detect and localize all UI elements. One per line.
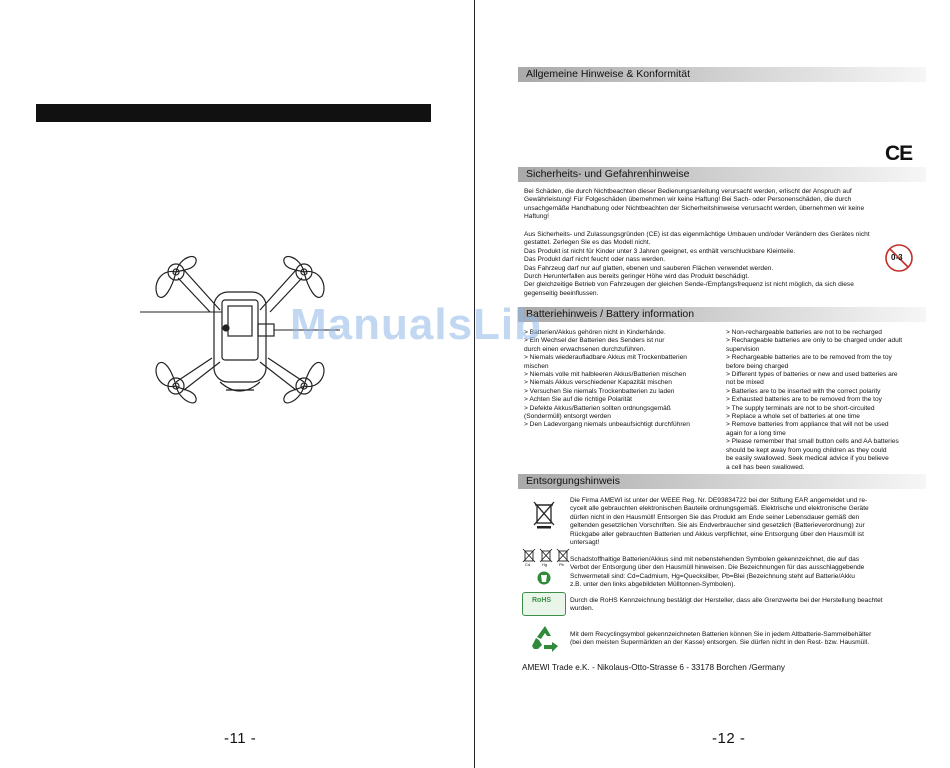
metal-label-cd: Cd xyxy=(525,562,531,567)
list-item: > Achten Sie auf die richtige Polarität xyxy=(524,396,632,404)
battery-list-english xyxy=(726,329,936,472)
text-line: Verbot der Entsorgung über den Hausmüll hinweisen. Die Bezeichnungen für das ausschlaggebende xyxy=(570,564,865,572)
text-line: Das Produkt darf nicht feucht oder nass werden. xyxy=(524,256,666,264)
recycling-text xyxy=(570,631,930,648)
safety-paragraph-1 xyxy=(524,188,934,222)
age-warning-icon xyxy=(884,243,914,273)
rohs-label: RoHS xyxy=(532,597,552,604)
page-number-right: -12 - xyxy=(712,730,746,747)
crossed-bin-icon xyxy=(532,499,556,529)
list-item: > Remove batteries from appliance that will not be used xyxy=(726,421,889,429)
text-line: Bei Schäden, die durch Nichtbeachten dieser Bedienungsanleitung verursacht werden, erlischt der Anspruch auf xyxy=(524,188,852,195)
list-item: > Different types of batteries or new and used batteries are xyxy=(726,371,898,379)
text-line: geltenden gesetzlichen Vorschriften. Sie als Endverbraucher sind gesetzlich (Batterieverordnung) zur xyxy=(570,522,865,530)
list-item: > Niemals wiederaufladbare Akkus mit Trockenbatterien xyxy=(524,354,687,362)
list-item: > Rechargeable batteries are only to be charged under adult xyxy=(726,337,903,345)
list-item: > Exhausted batteries are to be removed from the toy xyxy=(726,396,882,404)
text-line: Die Firma AMEWI ist unter der WEEE Reg. Nr. DE93834722 bei der Stiftung EAR angemeldet und re- xyxy=(570,497,868,504)
battery-list-german xyxy=(524,329,724,430)
text-line: gestattet. Zerlegen Sie es das Modell nicht. xyxy=(524,239,651,247)
footer-address: AMEWI Trade e.K. - Nikolaus-Otto-Strasse 6 - 33178 Borchen /Germany xyxy=(522,663,786,672)
age-warning-label: 0-3 xyxy=(891,253,903,262)
heavy-metal-text xyxy=(570,556,930,590)
text-line: Haftung! xyxy=(524,213,549,221)
text-line: Der gleichzeitige Betrieb von Fahrzeugen der gleichen Sende-/Empfangsfrequenz ist nicht möglich, da sich diese xyxy=(524,281,854,289)
metal-label-pb: Pb xyxy=(559,562,564,567)
list-item: mischen xyxy=(524,362,549,370)
text-line: untersagt! xyxy=(570,539,600,547)
list-item: > Den Ladevorgang niemals unbeaufsichtigt durchführen xyxy=(524,421,690,429)
list-item: > Niemals volle mit halbleeren Akkus/Batterien mischen xyxy=(524,371,687,379)
list-item: > Batteries are to be inserted with the correct polarity xyxy=(726,387,881,395)
list-item: > Defekte Akkus/Batterien sollten ordnungsgemäß xyxy=(524,404,671,412)
watermark: ManualsLib xyxy=(290,300,543,349)
weee-text xyxy=(570,497,930,547)
text-line: Rückgabe aller gebrauchten Batterien und Akkus verpflichtet, eine Entsorgung über den Hausmüll ist xyxy=(570,530,864,538)
list-item: > Versuchen Sie niemals Trockenbatterien zu laden xyxy=(524,387,675,395)
list-item: (Sondermüll) entsorgt werden xyxy=(524,413,611,421)
list-item: > Rechargeable batteries are to be removed from the toy xyxy=(726,354,892,362)
list-item: be easily swallowed. Seek medical advice if you believe xyxy=(726,455,889,463)
green-bin-icon xyxy=(532,571,556,585)
list-item: > The supply terminals are not to be short-circuited xyxy=(726,404,875,412)
text-line: z.B. unter den links abgebildeten Mülltonnen-Symbolen). xyxy=(570,581,736,589)
text-line: Mit dem Recyclingsymbol gekennzeichneten Batterien können Sie in jedem Altbatterie-Sammelbehälter xyxy=(570,631,872,638)
section-header-general: Allgemeine Hinweise & Konformität xyxy=(518,67,926,82)
section-header-disposal: Entsorgungshinweis xyxy=(518,474,926,489)
list-item: > Replace a whole set of batteries at one time xyxy=(726,413,860,421)
list-item: > Non-rechargeable batteries are not to be recharged xyxy=(726,329,882,336)
right-page xyxy=(476,0,950,768)
text-line: Durch Herunterfallen aus bereits geringer Höhe wird das Produkt beschädigt. xyxy=(524,273,750,281)
text-line: unsachgemäße Handhabung oder Nichtbeachten der Sicherheitshinweise verursacht werden, übernehmen wir keine xyxy=(524,204,865,212)
text-line: Gewährleistung! Für Folgeschäden übernehmen wir keine Haftung! Bei Sach- oder Personenschäden, die durch xyxy=(524,196,852,204)
rohs-text xyxy=(570,597,930,614)
list-item: durch einen erwachsenen durchzuführen. xyxy=(524,345,646,353)
list-item: not be mixed xyxy=(726,379,764,387)
list-item: > Please remember that small button cells and AA batteries xyxy=(726,438,899,446)
text-line: Durch die RoHS Kennzeichnung bestätigt der Hersteller, dass alle Grenzwerte bei der Herstellung beachtet xyxy=(570,597,883,604)
heavy-metal-bins-icon xyxy=(522,548,572,568)
list-item: supervision xyxy=(726,345,760,353)
text-line: cycelt alle gebrauchten elektronischen Bauteile ordnungsgemäß. Elektrische und elektronische Geräte xyxy=(570,505,869,513)
rohs-icon xyxy=(522,592,566,616)
recycling-icon xyxy=(528,624,562,654)
text-line: wurden. xyxy=(570,605,594,613)
section-header-battery: Batteriehinweis / Battery information xyxy=(518,307,926,322)
text-line: Schwermetall sind: Cd=Cadmium, Hg=Quecksilber, Pb=Blei (Bezeichnung steht auf Batterie/Akku xyxy=(570,572,855,580)
text-line: dürfen nicht in den Hausmüll! Entsorgen Sie das Produkt am Ende seiner Lebensdauer gemäß den xyxy=(570,513,860,521)
text-line: gegenseitig beeinflussen. xyxy=(524,289,599,297)
safety-paragraph-2 xyxy=(524,231,934,298)
page-number-left: -11 - xyxy=(224,730,257,747)
text-line: Aus Sicherheits- und Zulassungsgründen (CE) ist das eigenmächtige Umbauen und/oder Verändern des Gerätes nicht xyxy=(524,231,870,238)
ce-mark: CE xyxy=(885,142,913,165)
list-item: > Batterien/Akkus gehören nicht in Kinderhände. xyxy=(524,329,666,336)
text-line: Schadstoffhaltige Batterien/Akkus sind mit nebenstehenden Symbolen gekennzeichnet, die auf das xyxy=(570,556,860,563)
list-item: before being charged xyxy=(726,362,789,370)
metal-label-hg: Hg xyxy=(542,562,548,567)
list-item: > Ein Wechsel der Batterien des Senders ist nur xyxy=(524,337,665,345)
text-line: Das Produkt ist nicht für Kinder unter 3 Jahren geeignet, es enthält verschluckbare Kleinteile. xyxy=(524,247,796,255)
list-item: > Niemals Akkus verschiedener Kapazität mischen xyxy=(524,379,672,387)
black-title-bar xyxy=(36,104,431,122)
section-header-safety: Sicherheits- und Gefahrenhinweise xyxy=(518,167,926,182)
list-item: should be kept away from young children as they could xyxy=(726,446,887,454)
text-line: (bei den meisten Supermärkten an der Kasse) entsorgen. Sie dürfen nicht in den Rest- bzw. Hausmüll. xyxy=(570,639,870,647)
list-item: a cell has been swallowed. xyxy=(726,463,805,471)
text-line: Das Fahrzeug darf nur auf glatten, ebenen und sauberen Flächen verwendet werden. xyxy=(524,264,774,272)
list-item: again for a long time xyxy=(726,429,786,437)
